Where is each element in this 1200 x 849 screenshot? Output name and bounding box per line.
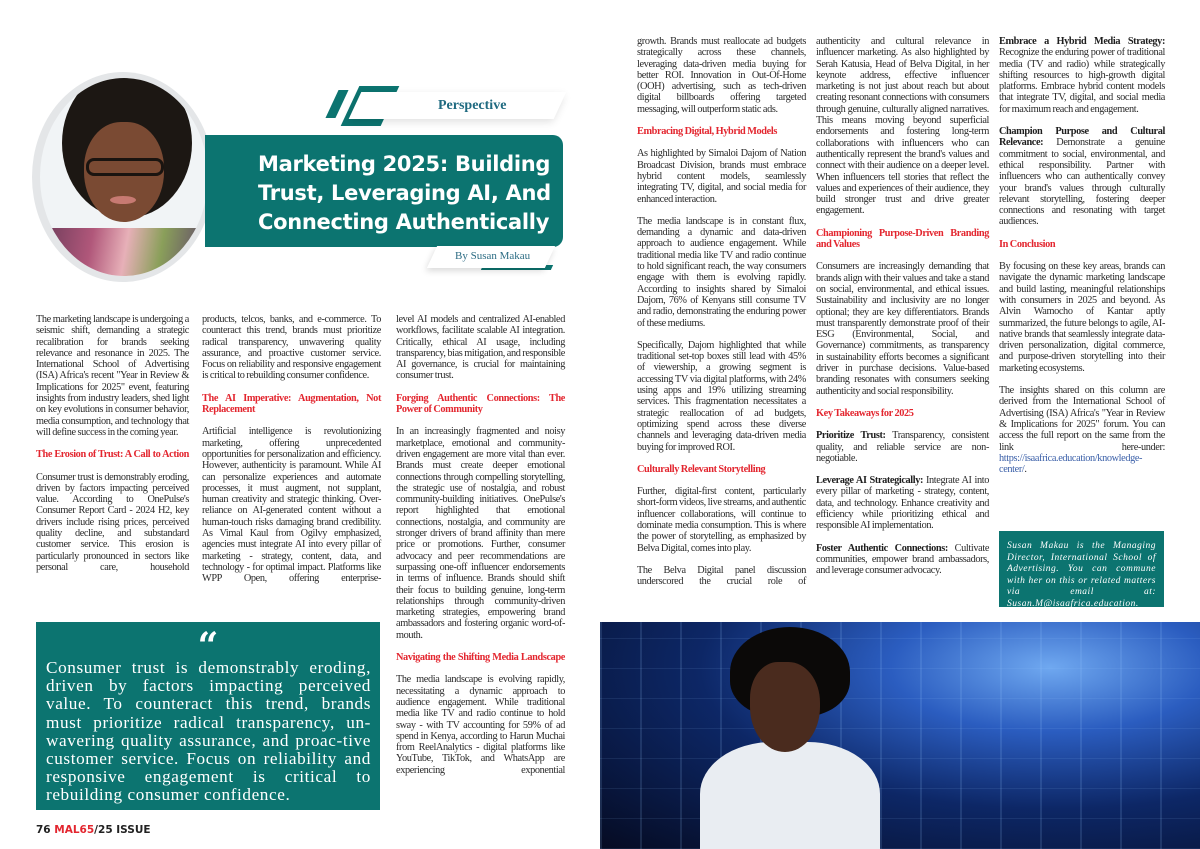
pull-quote-text: Consumer trust is demonstrably eroding, driven by factors impacting perceived value. To counteract this trend, brands must prioritize radical transparency, un-wavering quality assurance, and proac-tive customer service. Focus on reliability and responsive engagement is critical to rebuilding consumer confidence. — [46, 658, 371, 805]
body-paragraph — [396, 674, 565, 776]
section-heading: In Conclusion — [999, 238, 1056, 250]
paragraph-text: The Belva Digital panel discussion underscored the crucial role of — [637, 564, 806, 588]
section-heading: The Erosion of Trust: A Call to Action — [36, 449, 189, 461]
body-paragraph — [816, 261, 989, 397]
photo-data-lights — [600, 622, 1200, 849]
takeaway-lead: Prioritize Trust: — [816, 430, 886, 442]
author-bio: Susan Makau is the Managing Director, International School of Advertising. You can commune with her on this or related matters via email at: Susan.M@isaafrica.education. — [999, 531, 1164, 607]
issue-code: MAL65 — [54, 824, 95, 836]
body-paragraph — [202, 426, 381, 584]
section-heading: Forging Authentic Connections: The Power of Community — [396, 392, 565, 416]
paragraph-text: Consumers are increasingly demanding that brands align with their values and take a stand on social, environmental, and ethical issues. Sustainability and inclusivity are no longer optional; they are key differentiators. Brands must transparently demonstrate proof of their ESG (Environmental, Social, and Governance) commitments, as transparency in sustainability efforts becomes a significant driver in purchase decisions. Value-based branding resonates with consumers seeking authenticity and social responsibility. — [816, 261, 989, 397]
portrait-lips — [110, 196, 136, 204]
author-portrait — [40, 78, 208, 276]
takeaway-lead: Embrace a Hybrid Media Strategy: — [999, 36, 1165, 47]
section-heading: Championing Purpose-Driven Branding and Values — [816, 227, 989, 251]
paragraph-text: As highlighted by Simaloi Dajom of Nation Broadcast Division, brands must embrace hybrid content models, seamlessly integrating TV, digital, and social media for enhanced interaction. — [637, 148, 806, 205]
section-heading: Navigating the Shifting Media Landscape — [396, 652, 565, 664]
section-label: Perspective — [438, 98, 507, 113]
body-paragraph — [637, 148, 806, 204]
body-paragraph — [637, 340, 806, 453]
paragraph-text: Transparency, consistent quality, and reliable service are non-negotiable. — [816, 430, 989, 464]
section-heading: Embracing Digital, Hybrid Models — [637, 126, 777, 138]
paragraph-text: The media landscape is in constant flux, demanding a dynamic and data-driven approach to audience engagement. While traditional media like TV and radio continue to hold significant reach, the way consumers engage with them is evolving rapidly. According to insights shared by Simaloi Dajom, 76% of Kenyans still consume TV and radio, demonstrating the enduring power of these mediums. — [637, 215, 806, 329]
paragraph-text: Further, digital-first content, particularly short-form videos, live streams, and authentic influencer collaborations, will continue to dominate media consumption. This is where the power of storytelling, as emphasized by Belva Digital, comes into play. — [637, 486, 806, 554]
article-column-5 — [816, 36, 989, 587]
paragraph-text: By focusing on these key areas, brands can navigate the dynamic marketing landscape and build lasting, meaningful relationships with consumers in 2025 and beyond. As Alvin Wamocho of Kantar aptly summarized, the future belongs to agile, AI-native brands that seamlessly integrate data-driven personalization, digital commerce, and purpose-driven storytelling into their marketing ecosystems. — [999, 261, 1165, 374]
page-number: 76 — [36, 824, 51, 836]
body-paragraph — [36, 472, 189, 574]
body-paragraph — [637, 486, 806, 554]
photo-person-body — [700, 742, 880, 849]
body-paragraph — [816, 475, 989, 531]
paragraph-text: products, telcos, banks, and e-commerce. To counteract this trend, brands must prioritize radical transparency, unwavering quality assurance, and proactive customer service. Focus on reliability and responsive engagement is critical to rebuilding consumer confidence. — [202, 314, 381, 382]
paragraph-text: Integrate AI into every pillar of marketing - strategy, content, data, and technology. Enhance creativity and efficiency while prioritizing ethical and responsible AI implementation. — [816, 475, 990, 532]
takeaway-lead: Foster Authentic Connections: — [816, 542, 948, 554]
article-column-3 — [396, 314, 565, 776]
paragraph-text: level AI models and centralized AI-enabled workflows, facilitate scalable AI integration. Critically, ethical AI usage, including transparency, bias mitigation, and responsible AI governance, is crucial for maintaining consumer trust. — [396, 314, 565, 382]
article-title: Marketing 2025: Building Trust, Leveraging AI, And Connecting Authentically — [258, 152, 551, 234]
article-column-2 — [202, 314, 381, 585]
body-paragraph — [999, 126, 1165, 228]
body-paragraph — [816, 430, 989, 464]
body-paragraph — [999, 261, 1165, 374]
report-link[interactable]: https://isaafrica.education/knowledge-center/ — [999, 452, 1143, 476]
body-paragraph — [202, 314, 381, 382]
body-paragraph — [637, 36, 806, 115]
body-paragraph — [816, 36, 989, 217]
portrait-glasses — [86, 158, 164, 176]
article-column-1 — [36, 314, 189, 573]
body-paragraph — [999, 385, 1165, 475]
body-paragraph — [396, 426, 565, 641]
paragraph-text: authenticity and cultural relevance in influencer marketing. As also highlighted by Serah Katusia, Head of Belva Digital, in her keynote address, effective influencer marketing is not just about reach but about creating resonant connections with consumers through genuine, culturally aligned narratives. This means moving beyond superficial endorsements and fostering long-term collaborations with influencers who can authentically represent the brand's values and connect with their audience on a deeper level. When influencers tell stories that reflect the values and experiences of their audience, they build stronger trust and drive greater engagement. — [816, 36, 989, 217]
paragraph-text: The insights shared on this column are derived from the International School of Advertising (ISA) Africa's "Year in Review & Implications for 2025" forum. You can access the full report on the same from the link here-under: — [999, 385, 1165, 453]
paragraph-text: Cultivate communities, empower brand ambassadors, and leverage consumer advocacy. — [816, 542, 990, 577]
section-heading: Culturally Relevant Storytelling — [637, 463, 766, 475]
paragraph-text: growth. Brands must reallocate ad budgets strategically across these channels, leveraging data-driven media buying for better ROI. Innovation in Out-Of-Home (OOH) advertising, such as tech-driven digital billboards offering targeted messaging, will outperform static ads. — [637, 36, 806, 115]
article-column-6 — [999, 36, 1165, 486]
quote-icon: “ — [197, 625, 219, 667]
body-paragraph — [816, 543, 989, 577]
article-column-4 — [637, 36, 806, 587]
paragraph-text: Artificial intelligence is revolutionizing marketing, offering unprecedented opportunities for personalization and efficiency. However, authenticity is paramount. While AI can personalize experiences and automate processes, it must augment, not supplant, human creativity and strategic thinking. Over-reliance on AI-generated content without a human-touch risks damaging brand credibility. As Vimal Kaul from Ogilvy emphasized, agencies must integrate AI into every pillar of marketing - strategy, content, data, and technology - for optimal impact. Platforms like WPP Open, offering enterprise- — [202, 426, 381, 585]
paragraph-text: The media landscape is evolving rapidly, necessitating a dynamic approach to audience engagement. While traditional media like TV and radio continue to hold sway - with TV accounting for 59% of ad spend in Kenya, according to Harun Muchai from ReelAnalytics - digital platforms like YouTube, TikTok, and WhatsApp are experiencing exponential — [396, 674, 565, 776]
portrait-shirt — [40, 228, 208, 276]
paragraph-text: The marketing landscape is undergoing a seismic shift, demanding a strategic recalibration for brands seeking relevance and resonance in 2025. The International School of Advertising (ISA) Africa's recent "Year in Review & Implications for 2025" event, featuring insights from industry leaders, shed light on key evolutions in consumer behavior, media consumption, and technology that will define success in the coming year. — [36, 314, 189, 438]
body-paragraph — [396, 314, 565, 382]
paragraph-text: In an increasingly fragmented and noisy marketplace, emotional and community-driven engagement are more vital than ever. Brands must create deeper emotional connections through compelling storytelling, the strategic use of nostalgia, and robust community-building initiatives. OnePulse's report highlighted that emotional connections, nostalgia, and community are stronger drivers of brand affinity than mere price or promotions. Further, consumer advocacy and peer recommendations are surpassing one-off influencer endorsements in terms of influence. Brands should shift their focus to building genuine, long-term relationships through community-driven marketing strategies, empowering brand ambassadors and fostering organic word-of-mouth. — [396, 426, 565, 641]
feature-photo — [600, 622, 1200, 849]
section-heading: Key Takeaways for 2025 — [816, 407, 914, 419]
takeaway-lead: Leverage AI Strategically: — [816, 475, 924, 487]
pull-quote — [36, 622, 380, 810]
photo-person-face — [750, 662, 820, 752]
paragraph-text: Specifically, Dajom highlighted that while traditional set-top boxes still lead with 45% of viewership, a growing segment is accessing TV via digital platforms, with 24% using apps and 19% utilizing streaming services. This fragmentation necessitates a strategic reallocation of ad budgets, optimizing spend across these diverse channels and leveraging data-driven media buying for improved ROI. — [637, 339, 806, 453]
paragraph-text: Recognize the enduring power of traditional media (TV and radio) while strategically shifting resources to high-growth digital platforms. Embrace hybrid content models that integrate TV, digital, and social media for maximum reach and engagement. — [999, 47, 1165, 115]
paragraph-text: Consumer trust is demonstrably eroding, driven by factors impacting perceived value. According to OnePulse's Consumer Report Card - 2024 H2, key drivers include rising prices, perceived quality decline, and substandard customer service. This erosion is particularly pronounced in sectors like personal care, household — [36, 471, 189, 573]
issue-suffix: /25 ISSUE — [94, 824, 151, 836]
byline: By Susan Makau — [455, 250, 531, 262]
body-paragraph — [36, 314, 189, 438]
paragraph-text: . — [1024, 464, 1027, 476]
section-heading: The AI Imperative: Augmentation, Not Replacement — [202, 392, 381, 416]
body-paragraph — [999, 36, 1165, 115]
paragraph-text: Demonstrate a genuine commitment to social, environmental, and ethical responsibility. Partner with influencers who can authentically convey your brand's values through culturally relevant storytelling, fostering deeper connections and resonating with target audiences. — [999, 137, 1165, 228]
body-paragraph — [637, 216, 806, 329]
body-paragraph — [637, 565, 806, 588]
page-footer — [36, 824, 151, 836]
takeaway-lead: Champion Purpose and Cultural Relevance: — [999, 126, 1165, 149]
